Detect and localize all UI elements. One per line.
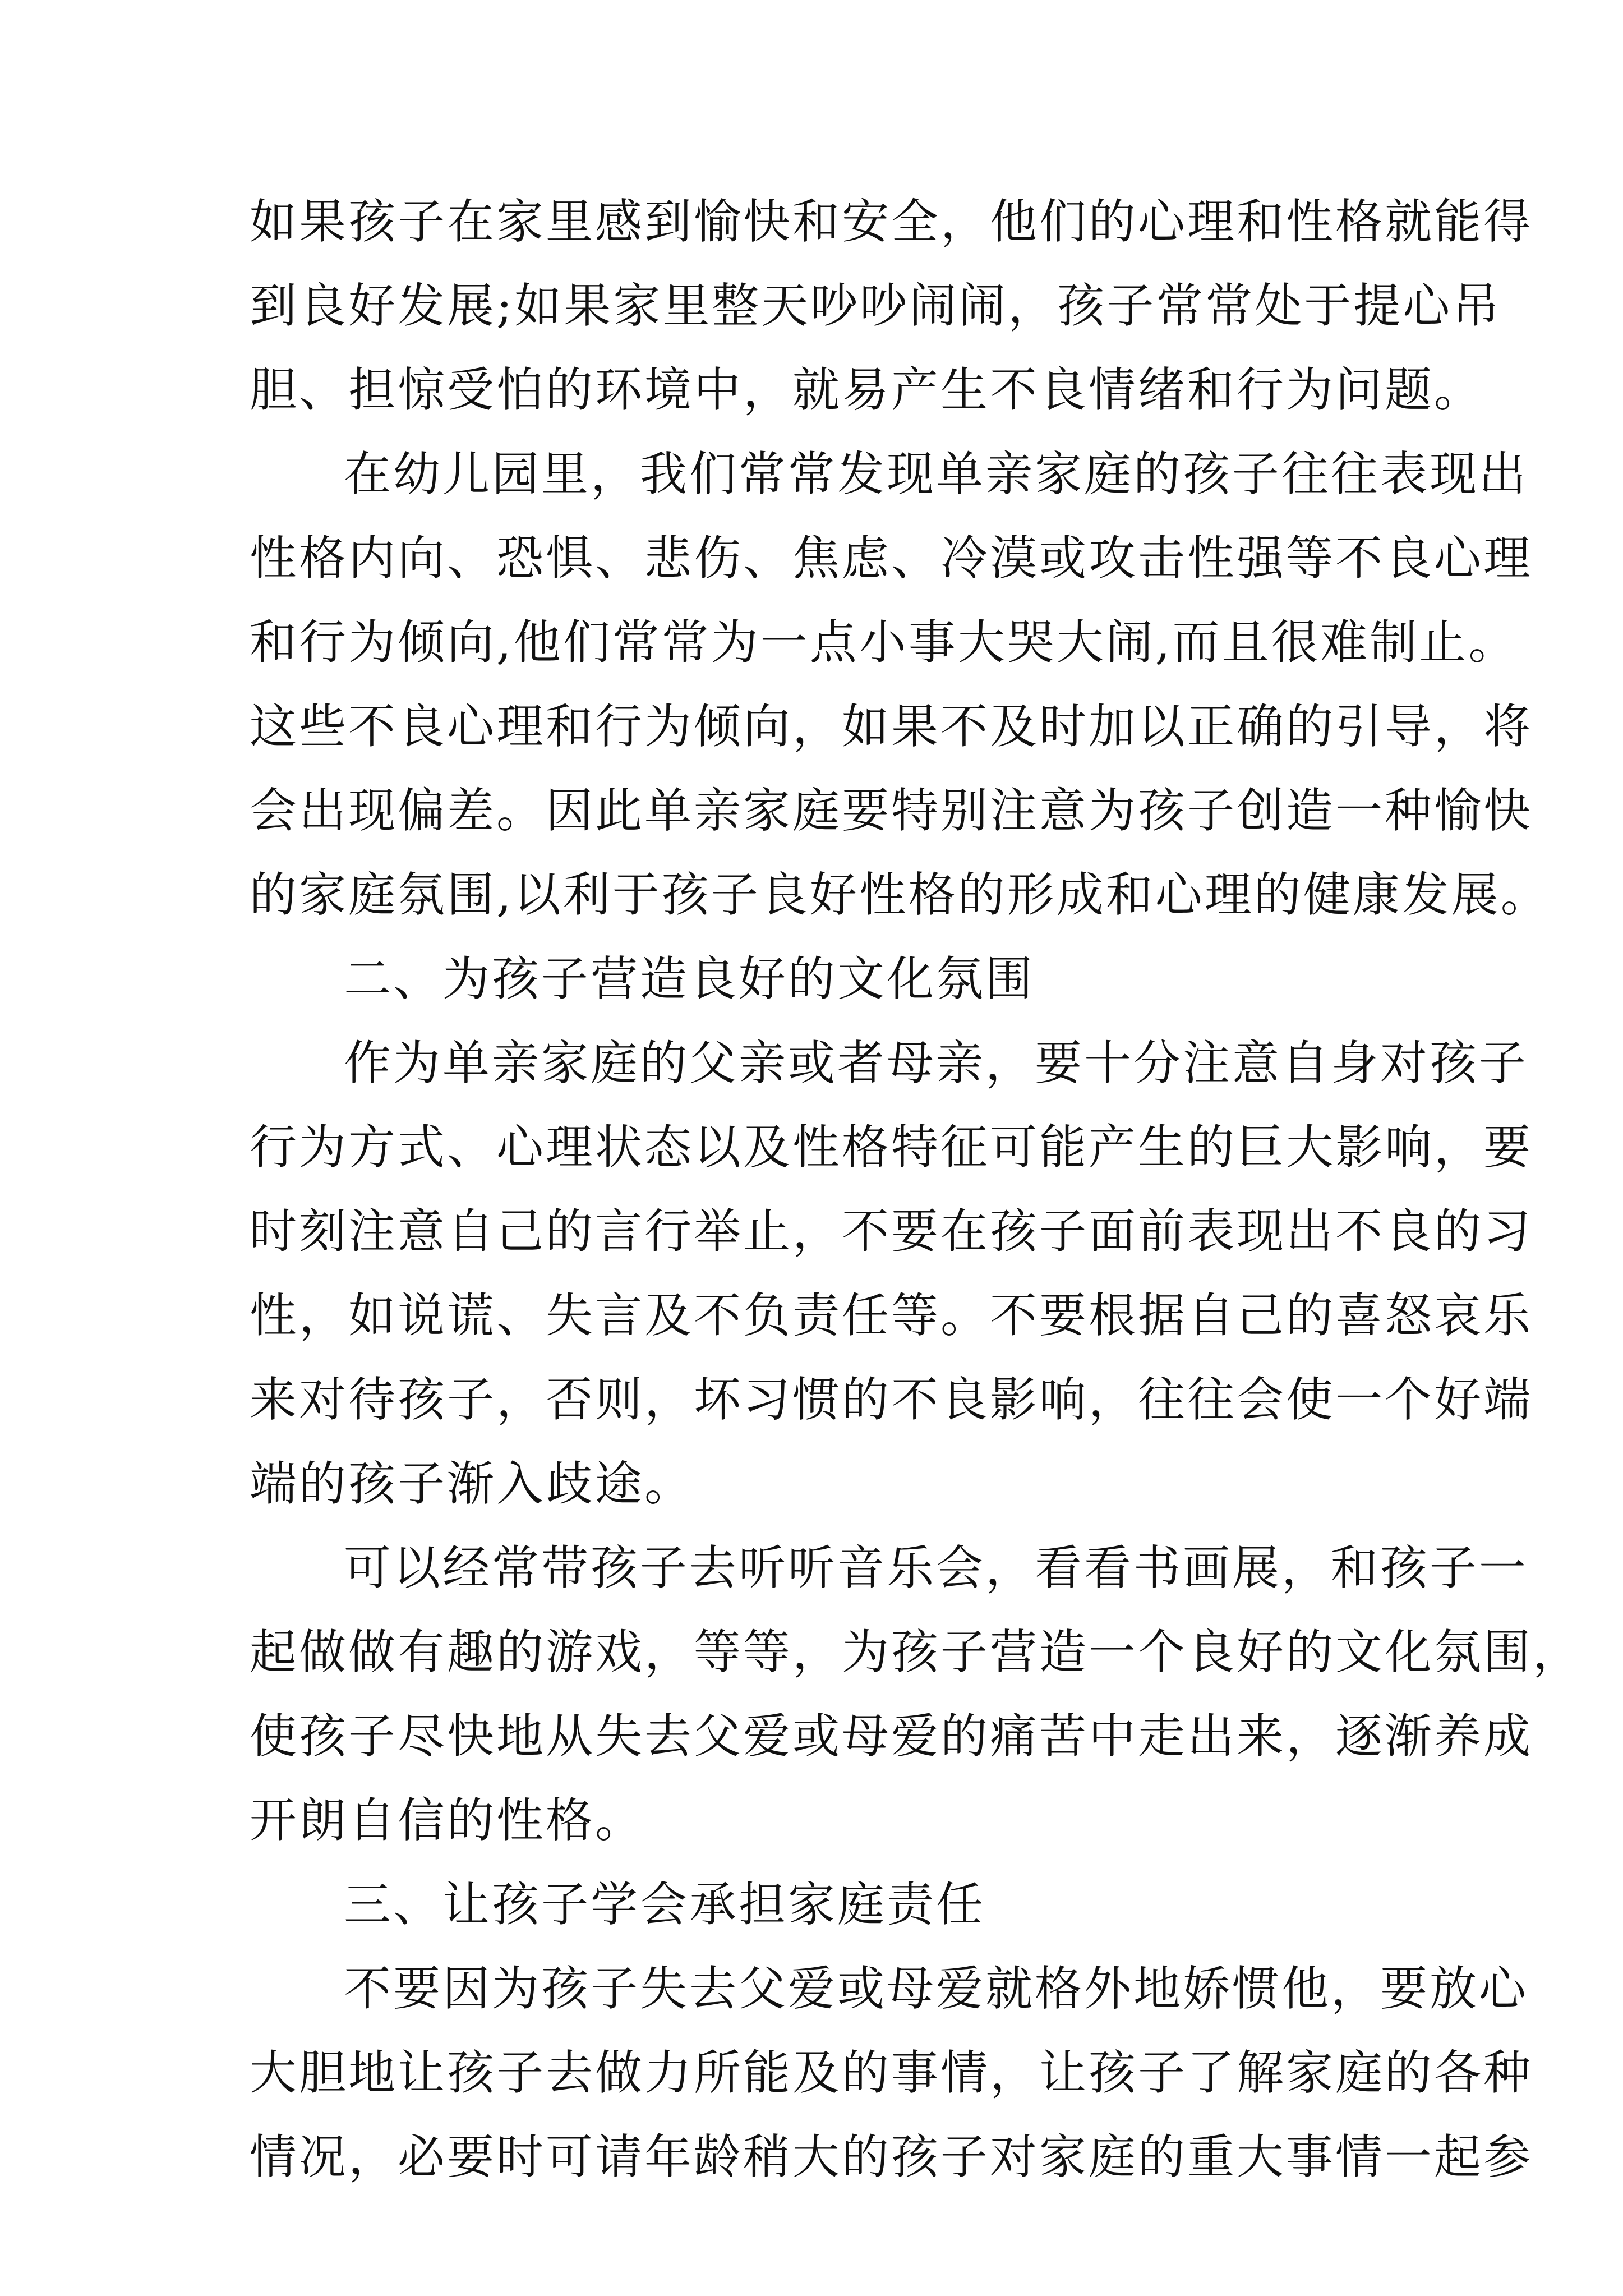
text-line: 和行为倾向,他们常常为一点小事大哭大闹,而且很难制止。 (250, 615, 1518, 670)
text-line: 大胆地让孩子去做力所能及的事情，让孩子了解家庭的各种 (250, 2045, 1533, 2100)
text-line: 的家庭氛围,以利于孩子良好性格的形成和心理的健康发展。 (250, 867, 1550, 922)
paragraph-first-line: 作为单亲家庭的父亲或者母亲，要十分注意自身对孩子 (344, 1036, 1529, 1091)
text-line: 会出现偏差。因此单亲家庭要特别注意为孩子创造一种愉快 (250, 783, 1533, 838)
paragraph-first-line: 可以经常带孩子去听听音乐会，看看书画展，和孩子一 (344, 1540, 1529, 1595)
text-line: 行为方式、心理状态以及性格特征可能产生的巨大影响，要 (250, 1120, 1533, 1175)
section-heading: 二、为孩子营造良好的文化氛围 (344, 951, 1035, 1006)
text-line: 情况，必要时可请年龄稍大的孩子对家庭的重大事情一起参 (250, 2129, 1533, 2184)
text-line: 起做做有趣的游戏，等等，为孩子营造一个良好的文化氛围， (250, 1625, 1583, 1680)
text-line: 这些不良心理和行为倾向，如果不及时加以正确的引导，将 (250, 699, 1533, 754)
paragraph-first-line: 不要因为孩子失去父爱或母爱就格外地娇惯他，要放心 (344, 1961, 1529, 2016)
text-line: 来对待孩子，否则，坏习惯的不良影响，往往会使一个好端 (250, 1372, 1533, 1427)
text-line: 如果孩子在家里感到愉快和安全，他们的心理和性格就能得 (250, 194, 1533, 249)
section-heading: 三、让孩子学会承担家庭责任 (344, 1877, 986, 1932)
text-line: 性格内向、恐惧、悲伤、焦虑、冷漠或攻击性强等不良心理 (250, 531, 1533, 586)
text-line: 到良好发展;如果家里整天吵吵闹闹，孩子常常处于提心吊 (250, 278, 1502, 333)
text-line: 时刻注意自己的言行举止，不要在孩子面前表现出不良的习 (250, 1204, 1533, 1259)
text-line: 使孩子尽快地从失去父爱或母爱的痛苦中走出来，逐渐养成 (250, 1709, 1533, 1764)
paragraph-first-line: 在幼儿园里，我们常常发现单亲家庭的孩子往往表现出 (344, 447, 1529, 501)
text-line: 胆、担惊受怕的环境中，就易产生不良情绪和行为问题。 (250, 362, 1484, 417)
text-line: 开朗自信的性格。 (250, 1793, 645, 1848)
text-line: 性，如说谎、失言及不负责任等。不要根据自己的喜怒哀乐 (250, 1288, 1533, 1343)
text-line: 端的孩子渐入歧途。 (250, 1456, 694, 1511)
